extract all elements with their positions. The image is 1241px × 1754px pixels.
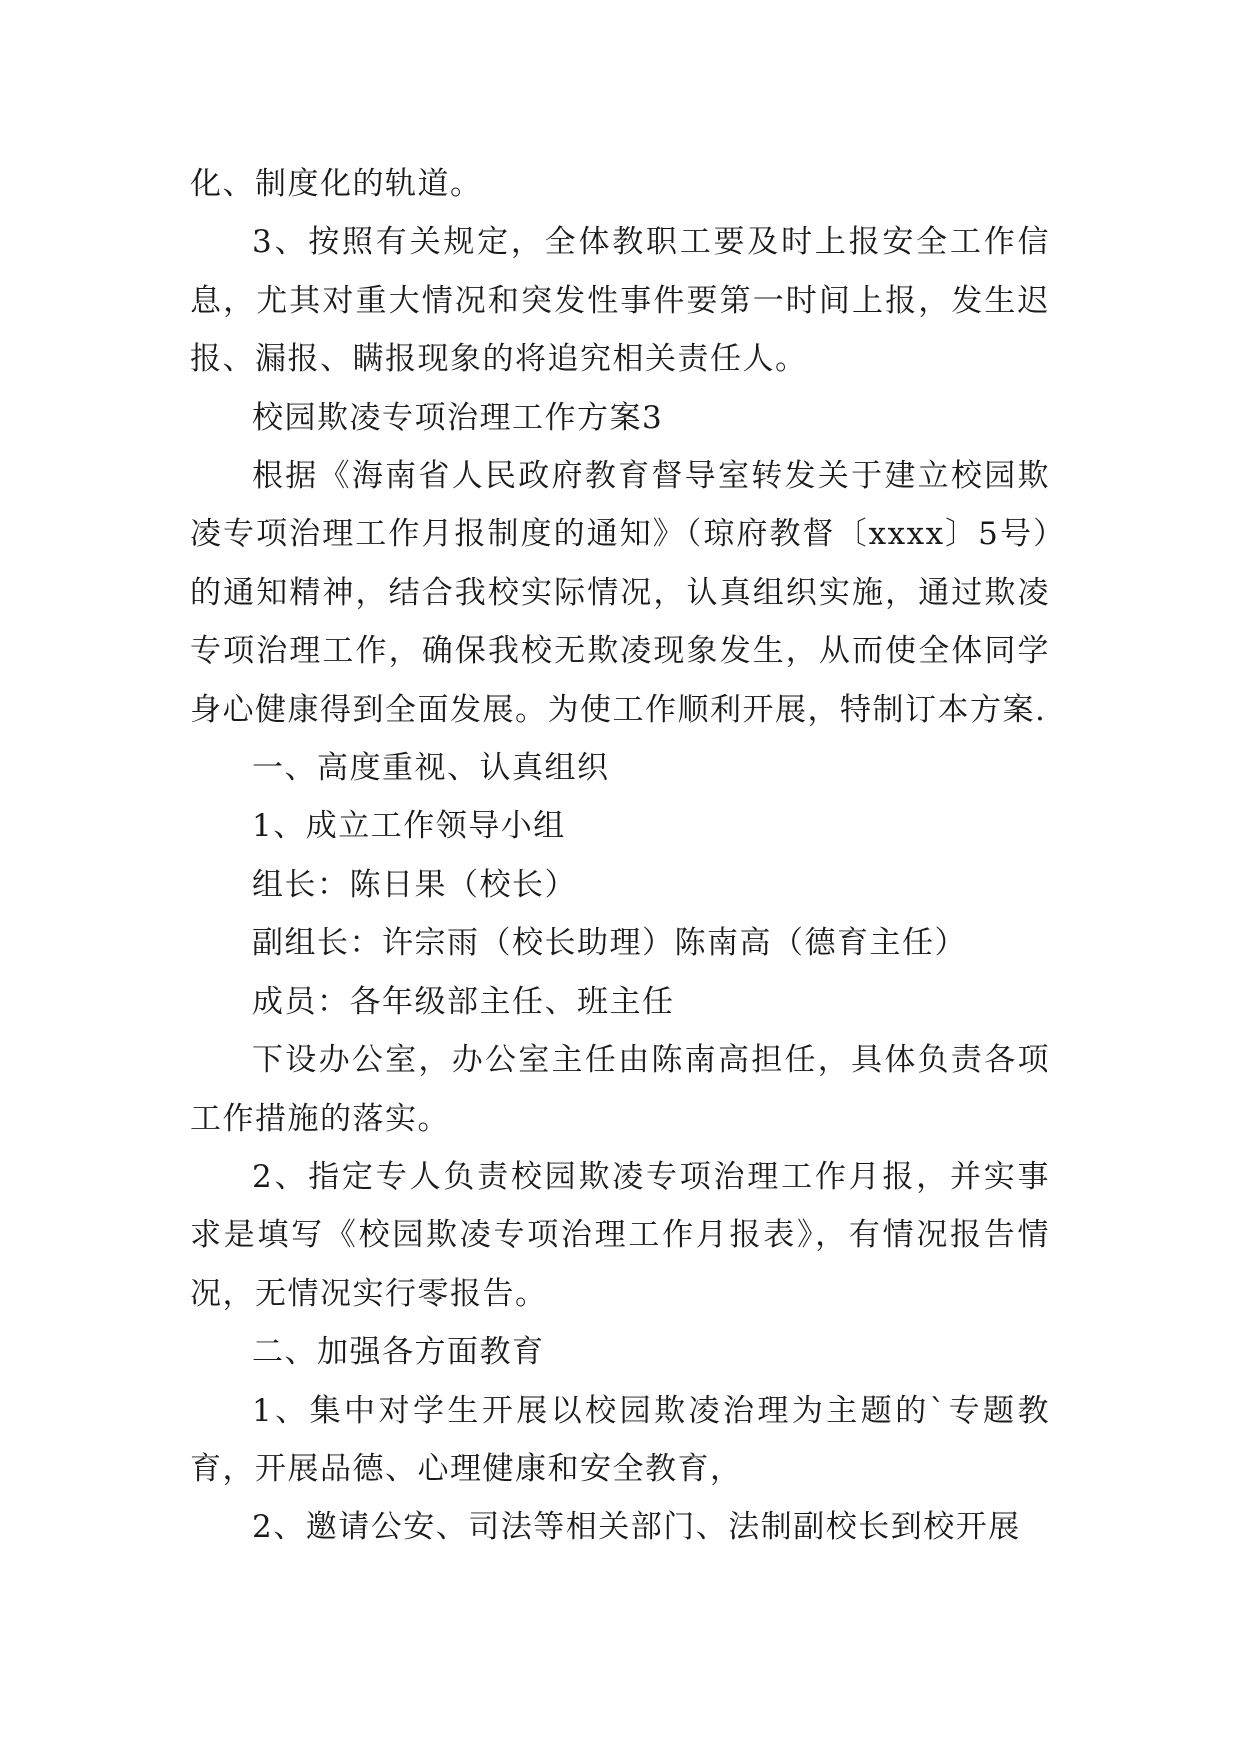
item-group-leader: 组长：陈日果（校长） [252, 866, 577, 903]
item-leadership-group: 1、成立工作领导小组 [252, 808, 566, 845]
item-invite-departments: 2、邀请公安、司法等相关部门、法制副校长到校开展 [252, 1509, 1021, 1546]
paragraph-reporting-rule: 3、按照有关规定，全体教职工要及时上报安全工作信息，尤其对重大情况和突发性事件要第一时间上报，发生迟报、漏报、瞒报现象的将追究相关责任人。 [190, 224, 1050, 378]
section-title: 校园欺凌专项治理工作方案3 [252, 399, 664, 436]
item-thematic-education: 1、集中对学生开展以校园欺凌治理为主题的`专题教育，开展品德、心理健康和安全教育， [190, 1392, 1050, 1487]
paragraph-office: 下设办公室，办公室主任由陈南高担任，具体负责各项工作措施的落实。 [190, 1042, 1050, 1137]
paragraph-intro: 根据《海南省人民政府教育督导室转发关于建立校园欺凌专项治理工作月报制度的通知》（琼府教督〔xxxx〕5号）的通知精神，结合我校实际情况，认真组织实施，通过欺凌专项治理工作，确保我校无欺凌现象发生，从而使全体同学身心健康得到全面发展。为使工作顺利开展，特制订本方案. [190, 458, 1050, 728]
document-body [190, 155, 1050, 1557]
heading-part-two: 二、加强各方面教育 [252, 1334, 545, 1371]
item-members: 成员：各年级部主任、班主任 [252, 983, 675, 1020]
item-deputy-leaders: 副组长：许宗雨（校长助理）陈南高（德育主任） [252, 925, 967, 962]
heading-part-one: 一、高度重视、认真组织 [252, 750, 610, 787]
item-monthly-report: 2、指定专人负责校园欺凌专项治理工作月报，并实事求是填写《校园欺凌专项治理工作月报表》，有情况报告情况，无情况实行零报告。 [190, 1158, 1050, 1312]
paragraph-continuation: 化、制度化的轨道。 [190, 166, 483, 202]
